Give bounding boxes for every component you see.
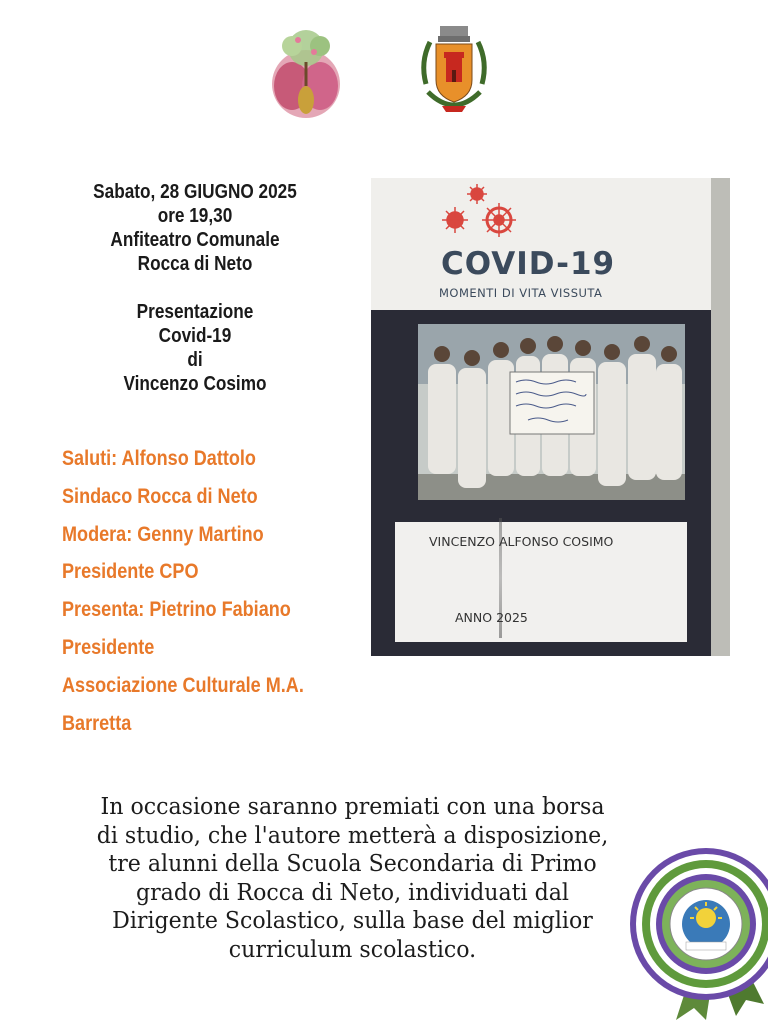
event-info [62,180,329,396]
notice-line: tre alunni della Scuola Secondaria di Primo [108,851,597,878]
speakers-list [62,440,346,742]
association-tree-logo-icon [268,26,344,120]
event-time: ore 19,30 [157,205,233,227]
school-rosette-badge-icon [624,844,768,1020]
book-cover [371,178,730,656]
municipal-coat-of-arms-icon [416,22,492,124]
by-label: di [187,349,203,371]
author-name: Vincenzo Cosimo [123,373,267,395]
event-date: Sabato, 28 GIUGNO 2025 [93,181,297,203]
cover-photo [418,324,685,500]
speaker-line: Barretta [62,711,132,735]
speaker-line: Presenta: Pietrino Fabiano [62,598,291,622]
notice-line: Dirigente Scolastico, sulla base del miglior [112,908,593,935]
notice-line: grado di Rocca di Neto, individuati dal [135,879,569,906]
speaker-line: Presidente CPO [62,560,199,584]
virus-icon [435,180,531,244]
speaker-line: Associazione Culturale M.A. [62,673,304,697]
speaker-line: Saluti: Alfonso Dattolo [62,447,256,470]
scholarship-notice [53,793,653,965]
notice-line: curriculum scolastico. [228,936,477,963]
cover-author: VINCENZO ALFONSO COSIMO [429,534,614,549]
speaker-line: Modera: Genny Martino [62,522,264,546]
event-venue: Anfiteatro Comunale [110,229,280,251]
presentation-label: Presentazione [136,301,254,323]
cover-subtitle: MOMENTI DI VITA VISSUTA [439,286,603,300]
notice-line: In occasione saranno premiati con una borsa [100,794,605,820]
event-town: Rocca di Neto [137,253,253,275]
notice-line: di studio, che l'autore metterà a disposizione, [96,822,609,849]
speaker-line: Sindaco Rocca di Neto [62,484,258,508]
speaker-line: Presidente [62,635,155,659]
cover-year: ANNO 2025 [455,610,528,625]
book-title: Covid-19 [158,325,232,347]
cover-title: COVID-19 [441,246,616,282]
